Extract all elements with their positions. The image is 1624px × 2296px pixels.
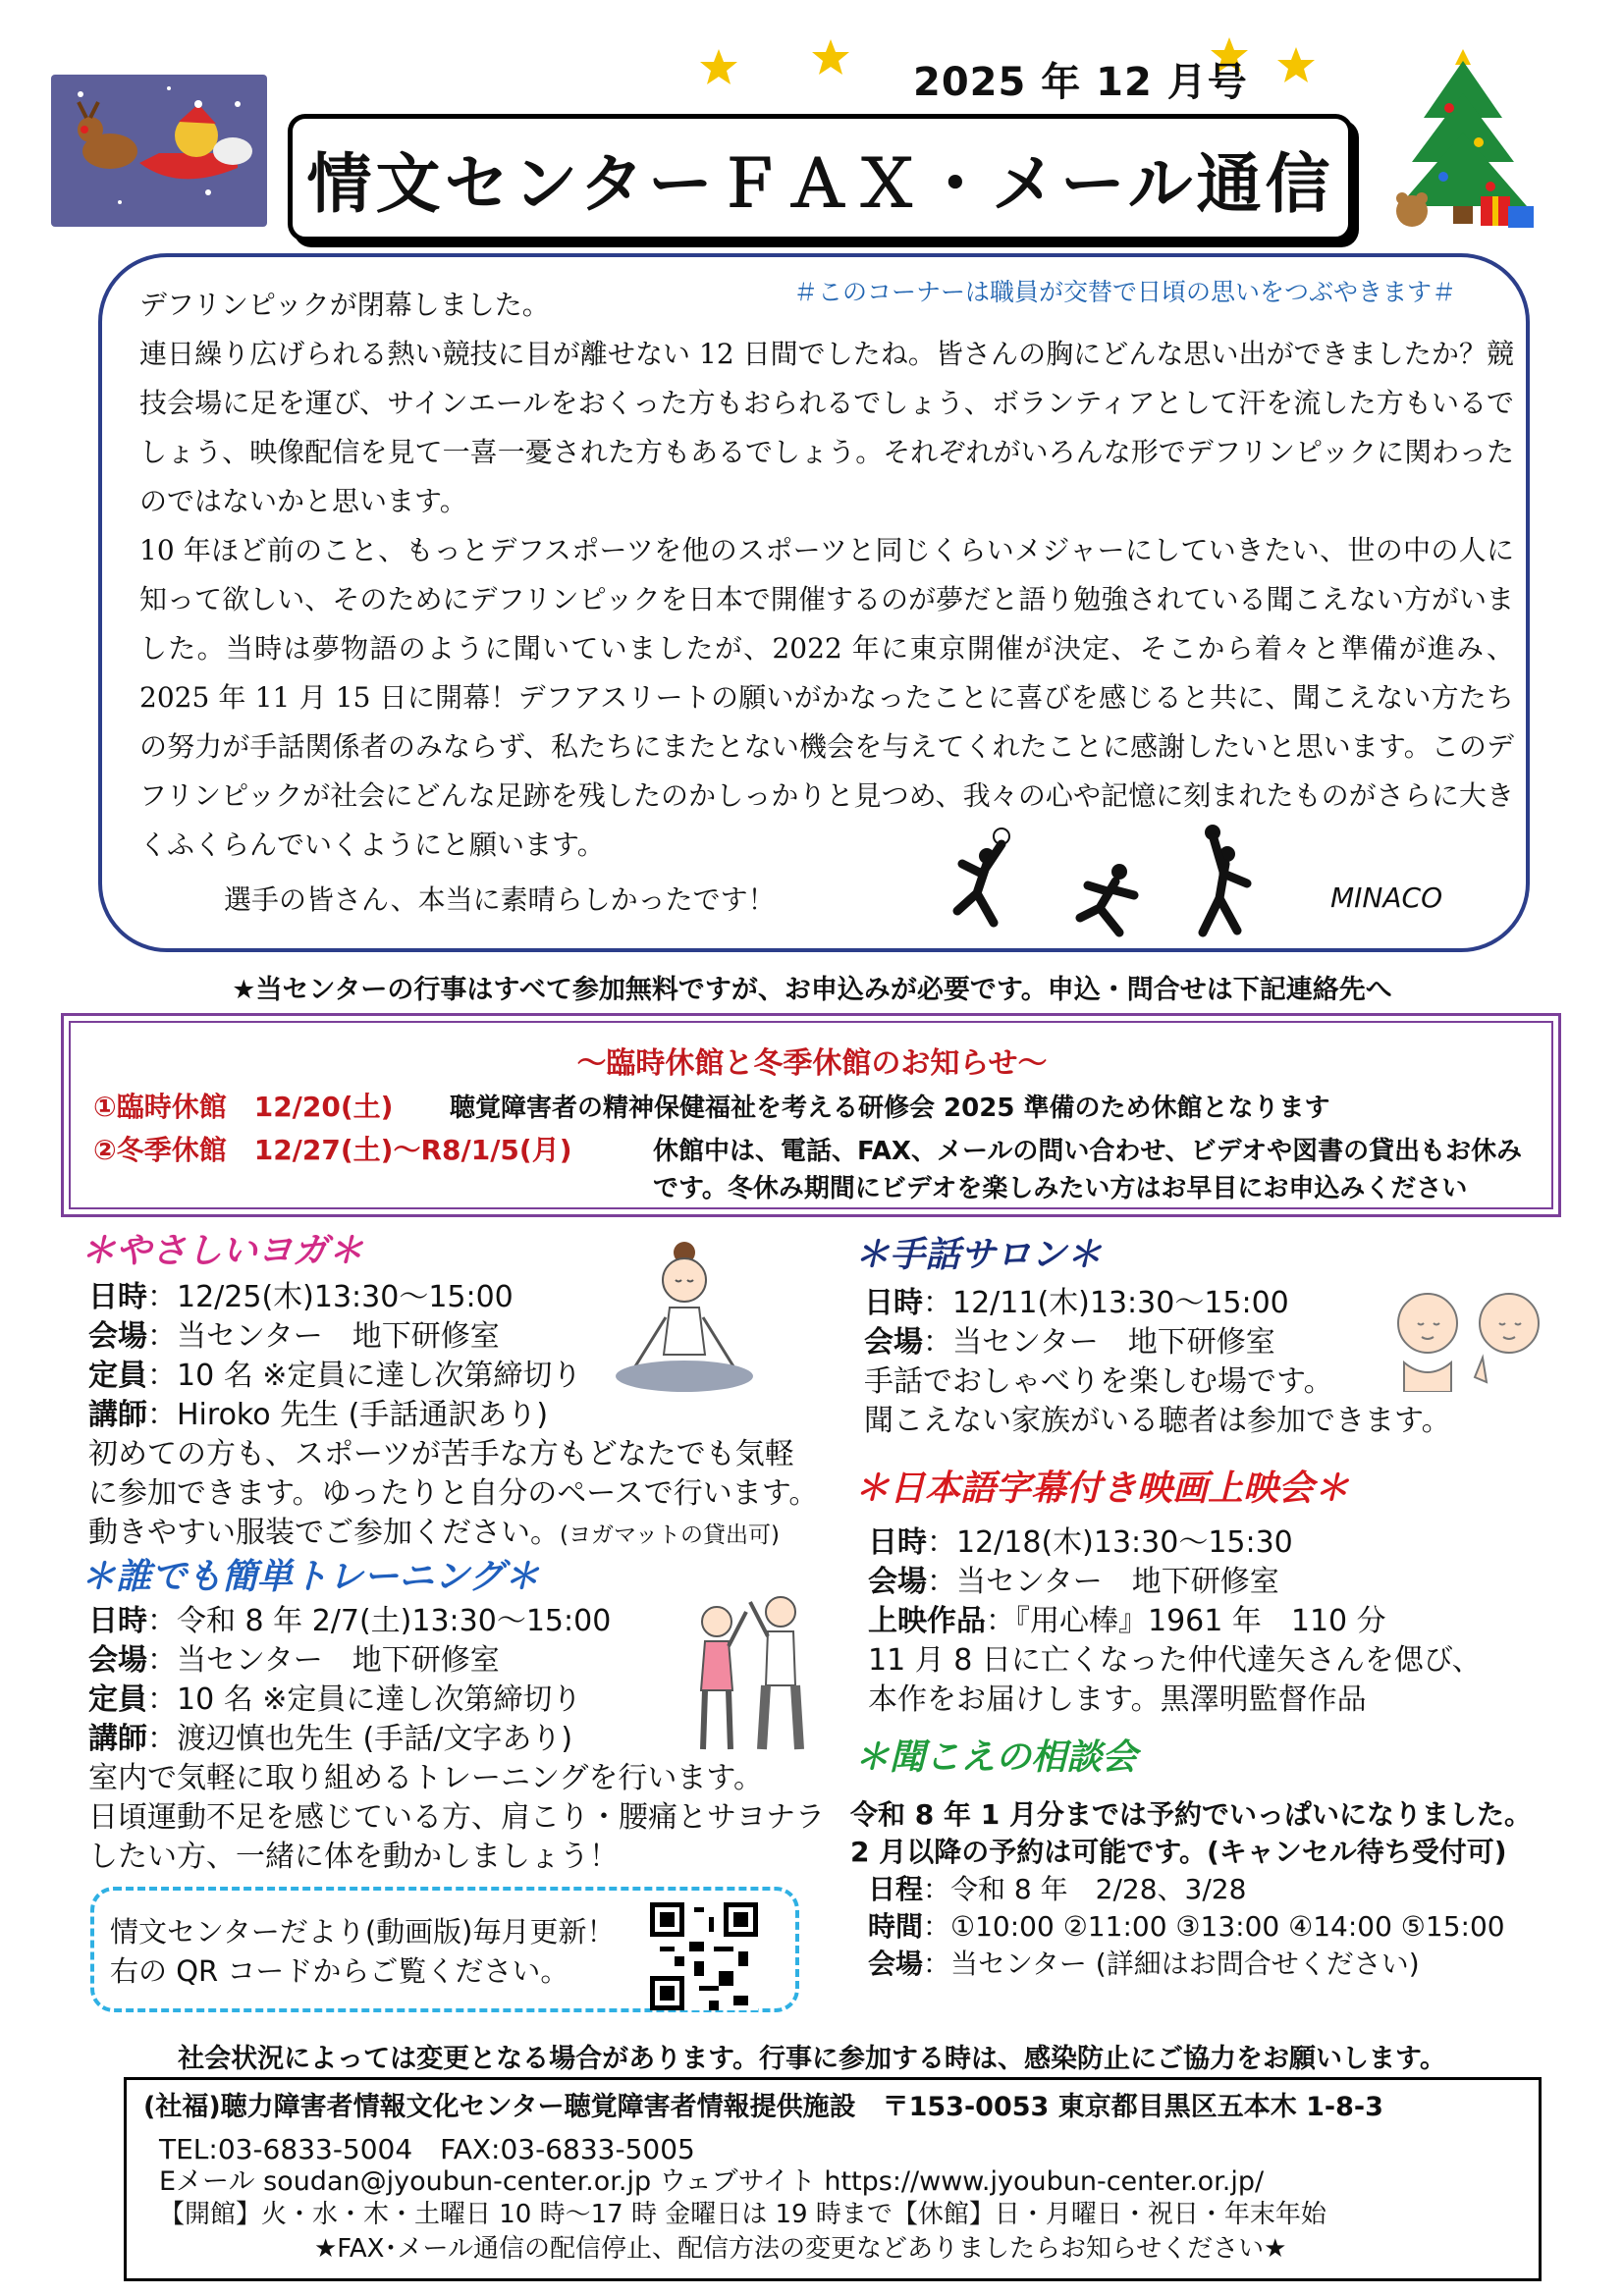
star-icon <box>1276 45 1316 84</box>
training-desc: 日頃運動不足を感じている方、肩こり・腰痛とサヨナラ <box>88 1800 825 1835</box>
corner-note: ＃このコーナーは職員が交替で日頃の思いをつぶやきます＃ <box>793 278 1457 306</box>
santa-sleigh-illustration <box>51 75 267 227</box>
free-participation-note: ★当センターの行事はすべて参加無料ですが、お申込みが必要です。申込・問合せは下記連絡先へ <box>232 975 1392 1005</box>
training-title: ＊誰でも簡単トレーニング＊ <box>81 1557 540 1597</box>
qr-code[interactable] <box>650 1902 758 2010</box>
star-icon <box>699 47 738 86</box>
movie-desc: 11 月 8 日に亡くなった仲代達矢さんを偲び、 <box>868 1643 1482 1678</box>
column-closing: 選手の皆さん、本当に素晴らしかったです！ <box>224 883 776 916</box>
training-teacher: ：渡辺慎也先生 (手話/文字あり) <box>147 1722 573 1756</box>
movie-details <box>868 1523 1555 1720</box>
consult-details <box>868 1871 1595 1983</box>
yoga-desc: 動きやすい服装でご参加ください。 <box>88 1516 560 1550</box>
label: 上映作品 <box>868 1604 986 1638</box>
column-paragraph: 10 年ほど前のこと、もっとデフスポーツを他のスポーツと同じくらいメジャーにしていきたい、世の中の人に知って欲しい、そのためにデフリンピックを日本で開催するのが夢だと語り勉強されている聞こえない方がいました。当時は夢物語のように聞いていましたが、2022 年に東京開催が決定、そこから着々と準備が進み、2025 年 11 月 15 日に開幕！デフアスリートの願いがかなったことに喜びを感じると共に、聞こえない方たちの努力が手話関係者のみならず、私たちにまたとない機会を与えてくれたことに感謝したいと思います。このデフリンピックが社会にどんな足跡を残したのかしっかりと見つめ、我々の心や記憶に刻まれたものがさらに大きくふくらんでいくようにと願います。 <box>139 534 1514 861</box>
label: 会場 <box>864 1325 923 1360</box>
video-newsletter-line: 情文センターだより(動画版)毎月更新！ <box>110 1915 616 1949</box>
consult-note: 2 月以降の予約は可能です。(キャンセル待ち受付可) <box>850 1836 1507 1868</box>
label: 時間 <box>868 1910 924 1943</box>
yoga-mat-note: (ヨガマットの貸出可) <box>560 1522 781 1548</box>
movie-title: ＊日本語字幕付き映画上映会＊ <box>854 1468 1350 1509</box>
yoga-place: ：当センター 地下研修室 <box>147 1319 500 1354</box>
label: 日時 <box>868 1525 927 1560</box>
yoga-teacher: ：Hiroko 先生 (手話通訳あり) <box>147 1398 549 1432</box>
column-paragraph: 連日繰り広げられる熱い競技に目が離せない 12 日間でしたね。皆さんの胸にどんな思い出ができましたか？競技会場に足を運び、サインエールをおくった方もおられるでしょう、ボランティアとして汗を流した方もいるでしょう、映像配信を見て一喜一憂された方もあるでしょう。それぞれがいろんな形でデフリンピックに関わったのではないかと思います。 <box>139 338 1514 517</box>
stretching-illustration <box>677 1592 825 1759</box>
salon-place: ：当センター 地下研修室 <box>923 1325 1275 1360</box>
video-newsletter-line: 右の QR コードからご覧ください。 <box>110 1954 569 1988</box>
movie-place: ：当センター 地下研修室 <box>927 1565 1279 1599</box>
yoga-title: ＊やさしいヨガ＊ <box>81 1231 364 1271</box>
label: 定員 <box>88 1682 147 1717</box>
consult-times: ：①10:00 ②11:00 ③13:00 ④14:00 ⑤15:00 <box>923 1910 1505 1943</box>
closure-title: ～臨時休館と冬季休館のお知らせ～ <box>576 1046 1048 1081</box>
organization-address: (社福)聴力障害者情報文化センター聴覚障害者情報提供施設 〒153-0053 東京都目黒区五本木 1-8-3 <box>143 2092 1383 2122</box>
title-text: 情文センターＦＡＸ・メール通信 <box>306 145 1334 222</box>
winter-closure-label: ②冬季休館 12/27(土)～R8/1/5(月) <box>93 1134 572 1166</box>
issue-date: 2025 年 12 月号 <box>913 60 1248 105</box>
christmas-tree-illustration <box>1384 39 1542 240</box>
salon-date: ：12/11(木)13:30～15:00 <box>923 1286 1289 1320</box>
salon-desc: 手話でおしゃべりを楽しむ場です。 <box>864 1364 1333 1399</box>
winter-closure-text: 休館中は、電話、FAX、メールの問い合わせ、ビデオや図書の貸出もお休み <box>653 1137 1523 1166</box>
email-website: Eメール soudan@jyoubun-center.or.jp ウェブサイト https://www.jyoubun-center.or.jp/ <box>159 2166 1265 2197</box>
consult-title: ＊聞こえの相談会 <box>854 1737 1138 1778</box>
label: 講師 <box>88 1398 147 1432</box>
temporary-closure-label: ①臨時休館 12/20(土) <box>93 1091 394 1123</box>
newsletter-title <box>288 114 1353 241</box>
yoga-desc: 初めての方も、スポーツが苦手な方もどなたでも気軽 <box>88 1437 794 1471</box>
movie-work: ：『用心棒』1961 年 110 分 <box>986 1604 1386 1638</box>
training-date: ：令和 8 年 2/7(土)13:30～15:00 <box>147 1604 612 1638</box>
label: 日程 <box>868 1873 924 1905</box>
label: 定員 <box>88 1359 147 1393</box>
infection-prevention-notice: 社会状況によっては変更となる場合があります。行事に参加する時は、感染防止にご協力をお願いします。 <box>178 2044 1446 2074</box>
label: 講師 <box>88 1722 147 1756</box>
consult-dates: ：令和 8 年 2/28、3/28 <box>923 1873 1247 1905</box>
yoga-date: ：12/25(木)13:30～15:00 <box>147 1280 514 1314</box>
training-place: ：当センター 地下研修室 <box>147 1643 500 1678</box>
label: 会場 <box>88 1319 147 1354</box>
phone-fax: TEL:03-6833-5004 FAX:03-6833-5005 <box>159 2133 695 2165</box>
yoga-illustration <box>601 1239 768 1406</box>
opening-hours: 【開館】火・水・木・土曜日 10 時～17 時 金曜日は 19 時まで【休館】日・月曜日・祝日・年末年始 <box>159 2200 1326 2229</box>
salon-title: ＊手話サロン＊ <box>854 1235 1103 1275</box>
yoga-desc: に参加できます。ゆったりと自分のペースで行います。 <box>88 1476 819 1511</box>
label: 会場 <box>868 1948 924 1980</box>
salon-desc: 聞こえない家族がいる聴者は参加できます。 <box>864 1404 1451 1438</box>
athletes-illustration <box>933 825 1276 942</box>
temporary-closure-text: 聴覚障害者の精神保健福祉を考える研修会 2025 準備のため休館となります <box>450 1094 1330 1123</box>
consult-note: 令和 8 年 1 月分までは予約でいっぱいになりました。 <box>850 1798 1532 1831</box>
label: 日時 <box>864 1286 923 1320</box>
label: 日時 <box>88 1604 147 1638</box>
label: 日時 <box>88 1280 147 1314</box>
training-capacity: ：10 名 ※定員に達し次第締切り <box>147 1682 582 1717</box>
training-desc: したい方、一緒に体を動かしましょう！ <box>88 1840 619 1874</box>
unsubscribe-note: ★FAX･メール通信の配信停止、配信方法の変更などありましたらお知らせください★ <box>314 2234 1287 2264</box>
movie-date: ：12/18(木)13:30～15:30 <box>927 1525 1293 1560</box>
column-author: MINACO <box>1330 881 1443 914</box>
signing-people-illustration <box>1386 1284 1553 1392</box>
video-newsletter-text <box>110 1912 615 1991</box>
label: 会場 <box>868 1565 927 1599</box>
column-text <box>139 281 1514 870</box>
training-desc: 室内で気軽に取り組めるトレーニングを行います。 <box>88 1761 763 1795</box>
column-paragraph: デフリンピックが閉幕しました。 <box>139 289 550 321</box>
star-icon <box>811 37 850 77</box>
consult-place: ：当センター (詳細はお問合せください) <box>923 1948 1420 1980</box>
yoga-capacity: ：10 名 ※定員に達し次第締切り <box>147 1359 582 1393</box>
winter-closure-text: です。冬休み期間にビデオを楽しみたい方はお早目にお申込みください <box>653 1174 1468 1203</box>
movie-desc: 本作をお届けします。黒澤明監督作品 <box>868 1682 1367 1717</box>
consult-notes <box>850 1796 1577 1871</box>
label: 会場 <box>88 1643 147 1678</box>
